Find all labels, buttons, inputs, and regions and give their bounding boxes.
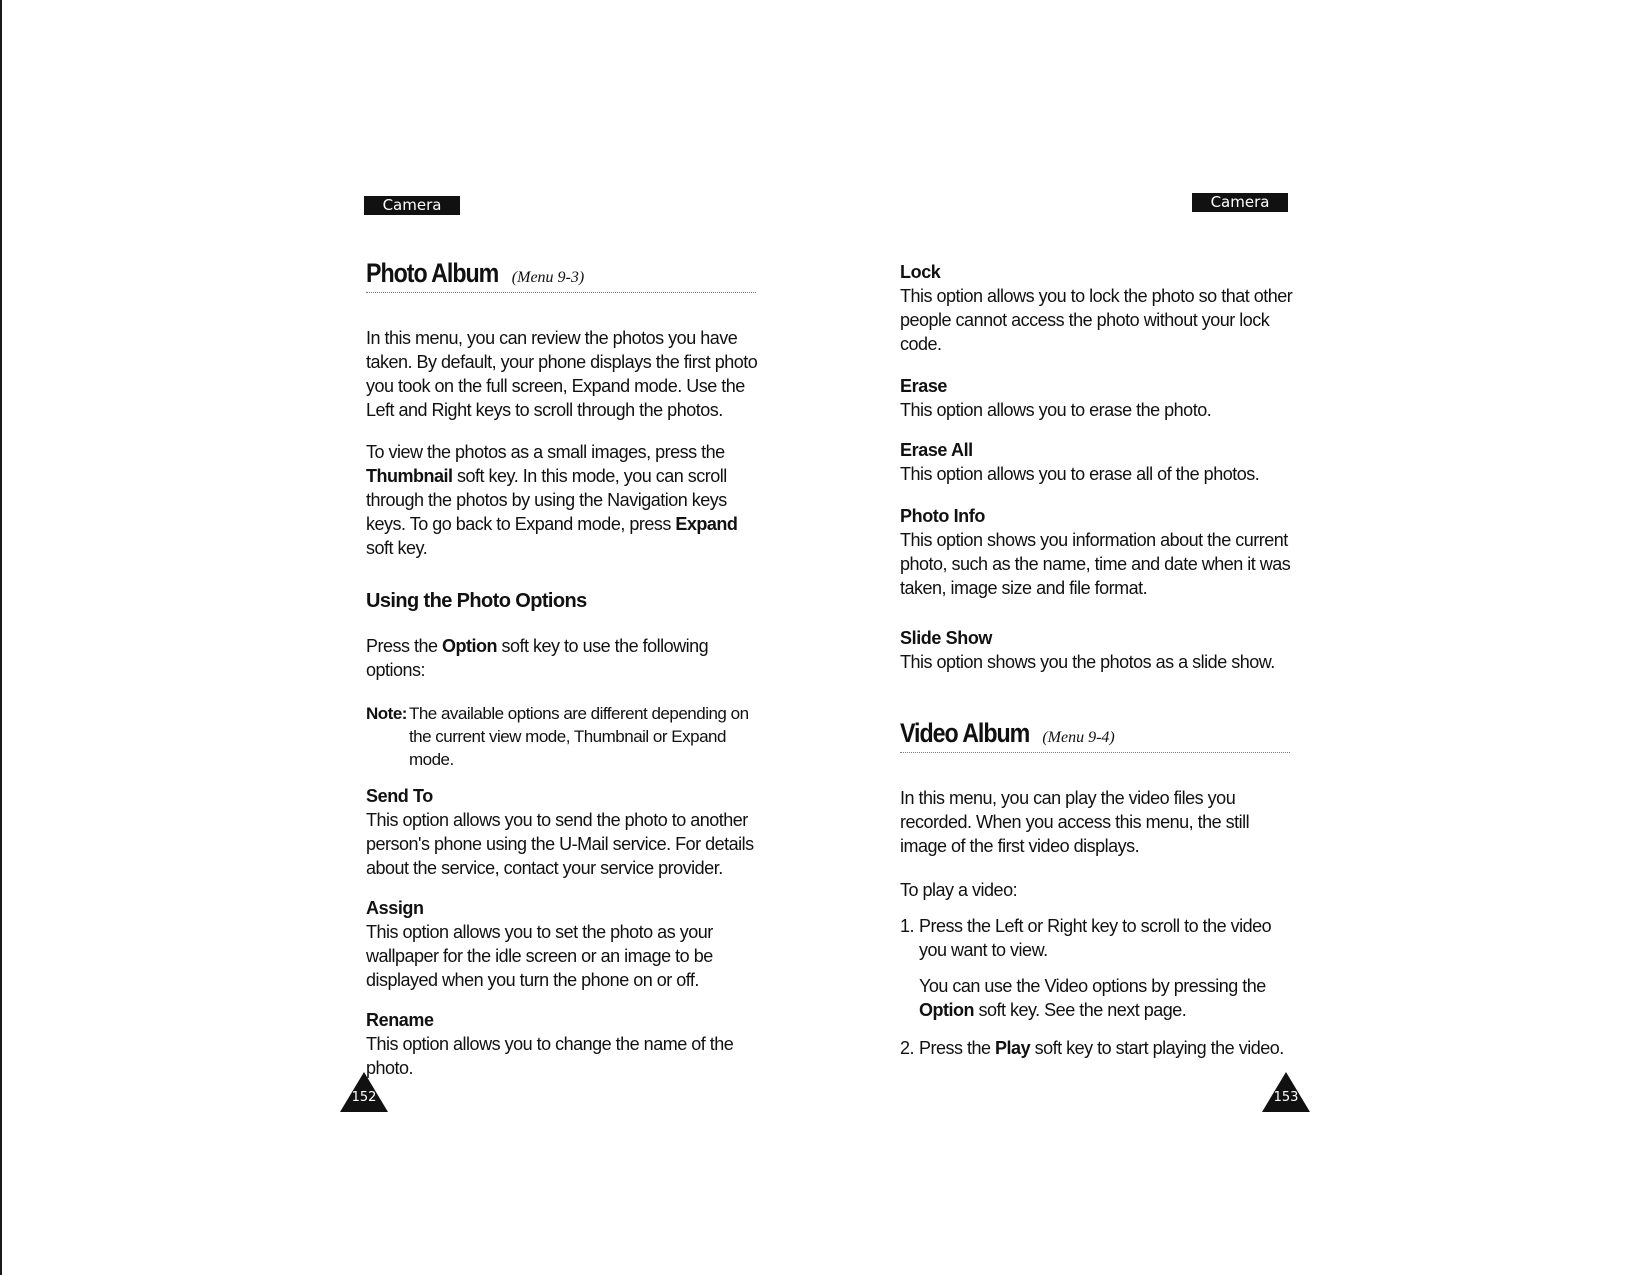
chapter-badge: Camera (364, 196, 460, 215)
menu-reference: (Menu 9-3) (511, 269, 585, 286)
note-text: The available options are different depending on the current view mode, Thumbnail or Expand mode. (408, 704, 749, 769)
menu-reference: (Menu 9-4) (1042, 729, 1115, 746)
press-option-paragraph: Press the Option soft key to use the following options: (366, 636, 709, 680)
video-intro-paragraph: In this menu, you can play the video files you recorded. When you access this menu, the still image of the first video displays. (900, 788, 1250, 856)
option-assign (366, 896, 761, 992)
options-heading: Using the Photo Options (366, 590, 587, 612)
option-description: This option allows you to erase the photo. (900, 400, 1212, 420)
option-description: This option allows you to lock the photo so that other people cannot access the photo without your lock code. (900, 286, 1293, 354)
step-1-note: You can use the Video options by pressing the Option soft key. See the next page. (919, 976, 1266, 1020)
play-key-label: Play (995, 1038, 1031, 1058)
page-number: 152 (351, 1090, 377, 1105)
option-description: This option allows you to set the photo as your wallpaper for the idle screen or an image to be displayed when you turn the phone on or off. (366, 922, 713, 990)
option-slide-show (900, 626, 1295, 674)
section-title: Photo Album (366, 258, 499, 288)
option-title: Erase (900, 376, 948, 396)
step-number: 1. (900, 916, 915, 936)
page-number: 153 (1273, 1090, 1299, 1105)
step-2 (900, 1036, 1295, 1060)
to-play-line: To play a video: (900, 880, 1018, 900)
scan-left-edge (0, 0, 2, 1275)
intro-paragraph: In this menu, you can review the photos you have taken. By default, your phone displays the first photo you took on the full screen, Expand mode. Use the Left and Right keys to scroll through the photos. (366, 328, 758, 420)
note-label: Note: (366, 704, 407, 723)
option-key-label: Option (919, 1000, 974, 1020)
option-title: Erase All (900, 440, 973, 460)
option-description: This option allows you to erase all of the photos. (900, 464, 1260, 484)
option-lock (900, 260, 1295, 356)
option-title: Photo Info (900, 506, 985, 526)
video-album-heading (900, 718, 1115, 749)
step-text: Press the Play soft key to start playing the video. (919, 1038, 1284, 1058)
photo-album-heading (366, 258, 584, 289)
step-text: Press the Left or Right key to scroll to the video you want to view. (919, 916, 1272, 960)
option-erase-all (900, 438, 1295, 486)
expand-key-label: Expand (675, 514, 738, 534)
option-description: This option allows you to send the photo to another person's phone using the U-Mail service. For details about the service, contact your service provider. (366, 810, 754, 878)
section-title: Video Album (900, 718, 1030, 748)
option-send-to (366, 784, 761, 880)
option-title: Slide Show (900, 628, 993, 648)
option-description: This option allows you to change the name of the photo. (366, 1034, 734, 1078)
option-description: This option shows you the photos as a slide show. (900, 652, 1275, 672)
thumbnail-paragraph: To view the photos as a small images, press the Thumbnail soft key. In this mode, you can scroll through the photos by using the Navigation keys keys. To go back to Expand mode, press Expand soft key. (366, 442, 738, 558)
option-title: Send To (366, 786, 433, 806)
option-rename (366, 1008, 761, 1080)
option-description: This option shows you information about the current photo, such as the name, time and date when it was taken, image size and file format. (900, 530, 1291, 598)
option-title: Rename (366, 1010, 434, 1030)
option-title: Assign (366, 898, 424, 918)
option-photo-info (900, 504, 1295, 600)
page-153 (900, 0, 1300, 1275)
option-erase (900, 374, 1295, 422)
thumbnail-key-label: Thumbnail (366, 466, 453, 486)
page-152 (351, 0, 761, 1275)
option-key-label: Option (442, 636, 498, 656)
title-underline (900, 752, 1290, 753)
title-underline (366, 292, 756, 293)
chapter-badge: Camera (1192, 193, 1288, 212)
step-1 (900, 914, 1295, 962)
option-title: Lock (900, 262, 941, 282)
step-number: 2. (900, 1038, 915, 1058)
note-block (366, 702, 761, 771)
